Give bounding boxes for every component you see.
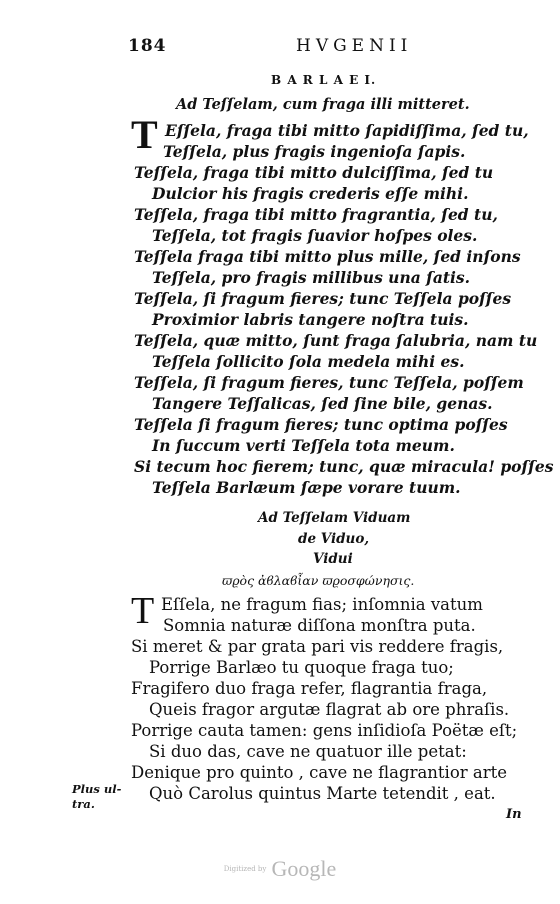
poem2-drop-cap: T [131,590,155,632]
marginal-note-line: Plus ul- [72,782,122,796]
verse-line: Teſſela ſi fragum fieres; tunc optima poſſes [134,415,508,434]
verse-line: Teſſela, plus fragis ingenioſa ſapis. [163,142,466,161]
verse-line: Tangere Teſſalicas, ſed ſine bile, genas. [152,394,493,413]
verse-line: Queis fragor argutæ flagrat ab ore phraſis. [149,700,510,719]
catchword: In [506,807,522,822]
verse-line: Eſſela, ne fragum fias; inſomnia vatum [161,595,483,614]
poem1-author: B A R L A E I. [271,73,377,87]
verse-line: Teſſela, ſi fragum fieres, tunc Teſſela, poſſem [134,373,524,392]
verse-line: Quò Carolus quintus Marte tetendit , eat. [149,784,496,803]
verse-line: Proximior labris tangere noſtra tuis. [152,310,469,329]
verse-line: Teſſela Barlæum ſæpe vorare tuum. [152,478,461,497]
page-number: 184 [128,36,167,56]
poem1-title: Ad Teſſelam, cum fraga illi mitteret. [176,96,470,113]
verse-line: Si duo das, cave ne quatuor ille petat: [149,742,467,761]
verse-line: Somnia naturæ diſſona monſtra puta. [163,616,476,635]
verse-line: Teſſela, fraga tibi mitto fragrantia, ſed tu, [134,205,498,224]
watermark-brand: Google [271,856,337,881]
marginal-note-line: tra. [72,797,95,811]
verse-line: In ſuccum verti Teſſela tota meum. [152,436,455,455]
watermark-prefix: Digitized by [223,865,267,873]
verse-line: Teſſela, pro fragis millibus una ſatis. [152,268,471,287]
verse-line: Teſſela ſollicito ſola medela mihi es. [152,352,465,371]
verse-line: Denique pro quinto , cave ne flagrantior arte [131,763,508,782]
poem2-greek-subtitle: ϖϱὸς ἀϐλαϐἶαν ϖϱοσφώνησις. [222,573,415,588]
verse-line: Teſſela, fraga tibi mitto dulciſſima, ſed tu [134,163,494,182]
verse-line: Teſſela fraga tibi mitto plus mille, ſed inſons [134,247,521,266]
verse-line: Teſſela, quæ mitto, ſunt fraga ſalubria, nam tu [134,331,538,350]
verse-line: Si tecum hoc fierem; tunc, quæ miracula! poſſes [134,457,554,476]
verse-line: Teſſela, ſi fragum fieres; tunc Teſſela poſſes [134,289,512,308]
poem2-title-line: de Viduo, [298,531,370,547]
verse-line: Si meret & par grata pari vis reddere fragis, [131,637,504,656]
verse-line: Porrige cauta tamen: gens inſidioſa Poëtæ eſt; [131,721,518,740]
poem1-drop-cap: T [131,112,158,157]
verse-line: Eſſela, fraga tibi mitto ſapidiſſima, ſed tu, [165,121,529,140]
verse-line: Fragifero duo fraga refer, flagrantia fraga, [131,679,488,698]
poem2-title-line: Ad Teſſelam Viduam [258,510,411,526]
verse-line: Dulcior his fragis crederis eſſe mihi. [152,184,469,203]
verse-line: Porrige Barlæo tu quoque fraga tuo; [149,658,454,677]
google-watermark [0,856,560,882]
poem2-title-line: Vidui [313,551,353,567]
running-title: HVGENII [296,36,413,56]
verse-line: Teſſela, tot fragis ſuavior hoſpes oles. [152,226,478,245]
